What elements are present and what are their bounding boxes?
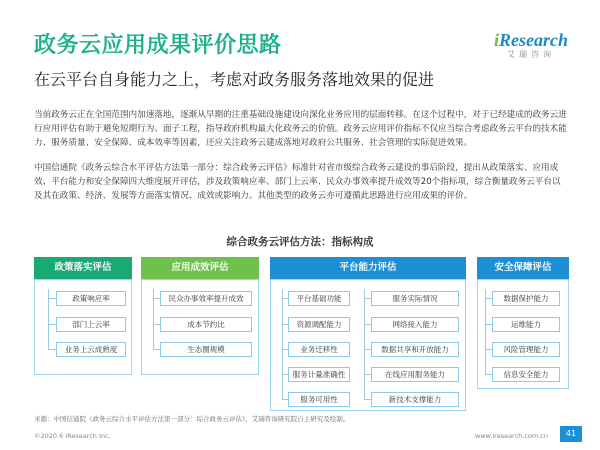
indicator-box: 服务计量准确性 (288, 367, 350, 382)
indicator-box: 部门上云率 (56, 317, 126, 332)
body-paragraph-2: 中国信通院《政务云综合水平评估方法第一部分：综合政务云评估》标准针对省市级综合政务云建设的事后阶段，提出从政策落实、应用成效、平台能力和安全保障四大维度展开评估，涉及政策响应率、部门上云率、民众办事效率提升成效等20个指标项，综合衡量政务云平台以及其在政策、经济、发展等方面落实情况、成效或影响力。其他类型的政务云亦可遵循此思路进行应用成果的评价。 (34, 163, 561, 201)
connector-line (364, 399, 371, 400)
indicator-box: 服务实际情况 (371, 291, 459, 306)
indicator-box: 服务可用性 (288, 392, 350, 407)
indicator-box: 在线应用服务能力 (371, 367, 459, 382)
connector-line (364, 324, 371, 325)
connector-line (364, 349, 371, 350)
indicator-box: 运维能力 (492, 317, 560, 332)
indicator-box: 资源调配能力 (288, 317, 350, 332)
page-subtitle: 在云平台自身能力之上，考虑对政务服务落地效果的促进 (34, 70, 435, 89)
indicator-box: 生态圈规模 (160, 342, 252, 357)
connector-line (485, 374, 492, 375)
category-application-header: 应用成效评估 (141, 257, 259, 279)
connector-line (153, 349, 160, 350)
indicator-box: 数据共享和开放能力 (371, 342, 459, 357)
iresearch-logo: iResearch 艾瑞咨询 (493, 30, 568, 59)
connector-line (282, 289, 283, 399)
connector-line (364, 289, 365, 399)
connector-line (48, 349, 56, 350)
connector-line (364, 298, 371, 299)
connector-line (153, 298, 160, 299)
connector-line (485, 324, 492, 325)
indicator-box: 政策响应率 (56, 291, 126, 306)
source-note: 来源：中国信通院《政务云综合水平评估方法第一部分：综合政务云评估》，艾瑞咨询研究院自主研究及绘制。 (34, 415, 350, 423)
indicator-box: 平台基础功能 (288, 291, 350, 306)
diagram-title: 综合政务云评估方法：指标构成 (226, 236, 374, 248)
connector-line (364, 374, 371, 375)
indicator-box: 业务迁移性 (288, 342, 350, 357)
indicator-box: 网络接入能力 (371, 317, 459, 332)
connector-line (153, 324, 160, 325)
connector-line (48, 298, 56, 299)
page-number: 41 (560, 426, 582, 442)
indicator-box: 风险管理能力 (492, 342, 560, 357)
indicator-box: 新技术支撑能力 (371, 392, 459, 407)
connector-line (485, 349, 492, 350)
category-security-header: 安全保障评估 (477, 257, 569, 279)
category-policy-header: 政策落实评估 (34, 257, 132, 279)
indicator-box: 民众办事效率提升成效 (160, 291, 252, 306)
page-title: 政务云应用成果评价思路 (34, 33, 282, 58)
indicator-box: 业务上云成熟度 (56, 342, 126, 357)
connector-line (48, 324, 56, 325)
body-paragraph-1: 当前政务云正在全国范围内加速落地，逐渐从早期的注重基础设施建设向深化业务应用的层面转移。在这个过程中，对于已经建成的政务云进行应用评估有助于避免短期行为、面子工程，指导政府机构最大化政务云的价值。政务云应用评价指标不仅应当综合考虑政务云平台的技术能力、服务质量、安全保障、成本效率等因素，还应关注政务云建成落地对政府公共服务、社会管理的实际促进效果。 (34, 110, 567, 148)
indicator-box: 信息安全能力 (492, 367, 560, 382)
indicator-box: 数据保护能力 (492, 291, 560, 306)
footer-url[interactable]: www.iresearch.com.cn (474, 432, 548, 440)
category-platform-header: 平台能力评估 (270, 257, 466, 279)
footer-copyright: ©2020.6 iResearch Inc. (34, 432, 111, 440)
connector-line (485, 298, 492, 299)
connector-line (485, 289, 486, 374)
indicator-box: 成本节约比 (160, 317, 252, 332)
